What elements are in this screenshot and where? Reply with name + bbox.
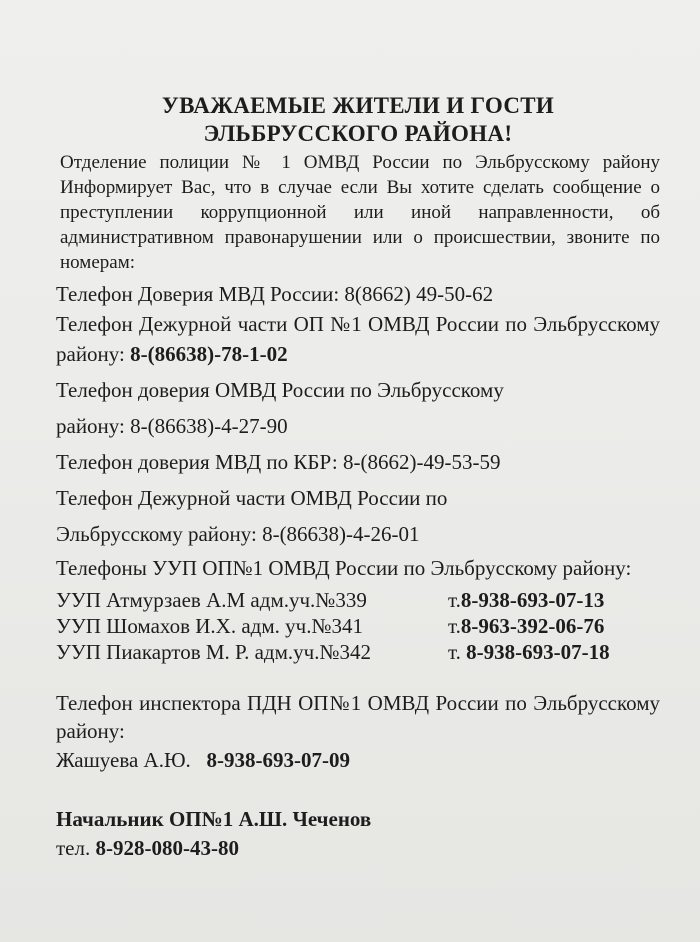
omvd-trust-line-2: району: 8-(86638)-4-27-90 [56,414,288,438]
uup-phone-number: 8-963-392-06-76 [460,614,605,638]
uup-phone [448,613,604,639]
uup-phone-prefix: т. [448,588,461,612]
chief-phone [56,833,660,863]
duty-phone-number: 8-(86638)-78-1-02 [130,342,288,366]
pdn-contact [56,745,660,775]
omvd-duty-line-1: Телефон Дежурной части ОМВД России по [56,486,448,510]
uup-name: УУП Атмурзаев А.М адм.уч.№339 [56,588,367,612]
uup-header: Телефоны УУП ОП№1 ОМВД России по Эльбрусскому району: [56,556,632,580]
uup-phone-number: 8-938-693-07-18 [466,640,610,664]
chief-name: Начальник ОП№1 А.Ш. Чеченов [56,807,372,831]
uup-phone-prefix: т. [448,640,467,664]
title-line-2: ЭЛЬБРУССКОГО РАЙОНА! [203,121,513,146]
pdn-name: Жашуева А.Ю. [56,748,191,772]
uup-row [56,613,660,639]
uup-phone-prefix: т. [448,614,461,638]
omvd-trust-line-1: Телефон доверия ОМВД России по Эльбрусскому [56,378,504,402]
uup-phone-number: 8-938-693-07-13 [460,588,605,612]
mvd-trust-phone: Телефон Доверия МВД России: 8(8662) 49-50-62 [56,282,494,306]
duty-phone [56,309,660,369]
pdn-number: 8-938-693-07-09 [206,748,351,772]
intro-paragraph: Отделение полиции № 1 ОМВД России по Эльбрусскому району Информирует Вас, что в случае если Вы хотите сделать сообщение о преступлении коррупционной или иной направленности, об административном правонарушении или о происшествии, звоните по номерам: [60,152,660,273]
uup-row [56,639,660,665]
kbr-trust-phone: Телефон доверия МВД по КБР: 8-(8662)-49-53-59 [56,450,501,474]
notice-title [56,92,660,148]
duty-phone-label: Телефон Дежурной части ОП №1 ОМВД России по Эльбрусскому району: [56,312,660,366]
uup-row [56,587,660,613]
chief-phone-prefix: тел. [56,836,91,860]
uup-name: УУП Шомахов И.Х. адм. уч.№341 [56,614,363,638]
pdn-label: Телефон инспектора ПДН ОП№1 ОМВД России по Эльбрусскому району: [56,691,660,743]
chief-phone-number: 8-928-080-43-80 [95,836,239,860]
uup-phone [448,639,610,665]
omvd-duty-line-2: Эльбрусскому району: 8-(86638)-4-26-01 [56,522,420,546]
title-line-1: УВАЖАЕМЫЕ ЖИТЕЛИ И ГОСТИ [161,93,555,118]
uup-name: УУП Пиакартов М. Р. адм.уч.№342 [56,640,371,664]
uup-phone [448,587,604,613]
